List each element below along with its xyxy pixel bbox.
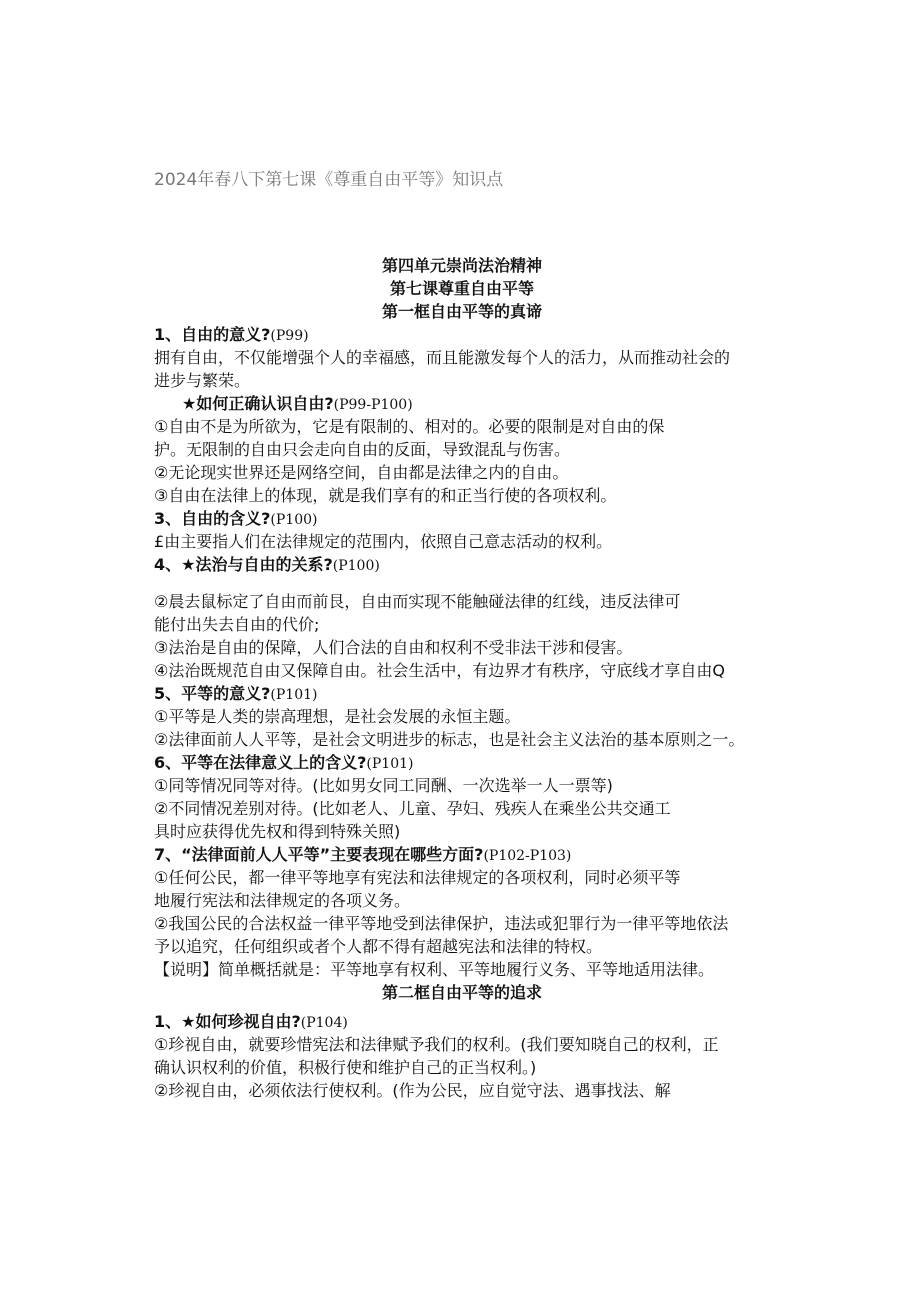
answer-line: ③法治是自由的保障，人们合法的自由和权利不受非法干涉和侵害。 [154,638,633,657]
lesson-heading: 第七课尊重自由平等 [389,279,534,298]
answer-line: ①同等情况同等对待。(比如男女同工同酬、一次选举一人一票等) [154,776,613,795]
answer-line: 能付出失去自由的代价; [154,615,320,634]
answer-line: 确认识权利的价值，积极行使和维护自己的正当权利。) [154,1058,537,1077]
frame1-heading: 第一框自由平等的真谛 [381,302,542,321]
answer-line: ①平等是人类的崇高理想，是社会发展的永恒主题。 [154,707,521,726]
question-heading: 3、自由的含义?(P100) [154,509,318,528]
question-heading: ★如何正确认识自由?(P99-P100) [182,394,413,413]
answer-line: 予以追究，任何组织或者个人都不得有超越宪法和法律的特权。 [154,937,603,956]
answer-line: ②晨去鼠标定了自由而前艮，自由而实现不能触碰法律的红线，违反法律可 [154,592,681,611]
answer-line: ②我国公民的合法权益一律平等地受到法律保护，违法或犯罪行为一律平等地依法 [154,914,729,933]
answer-line: ②不同情况差别对待。(比如老人、儿童、孕妇、残疾人在乘坐公共交通工 [154,799,671,818]
answer-line: ①任何公民，都一律平等地享有宪法和法律规定的各项权利，同时必须平等 [154,868,681,887]
spacer [154,576,770,590]
question-heading: 5、平等的意义?(P101) [154,684,318,703]
unit-heading: 第四单元崇尚法治精神 [381,256,542,275]
question-heading: 4、★法治与自由的关系?(P100) [154,555,380,574]
answer-line: ①自由不是为所欲为，它是有限制的、相对的。必要的限制是对自由的保 [154,417,665,436]
question-heading: 1、自由的意义?(P99) [154,325,309,344]
answer-line: 护。无限制的自由只会走向自由的反面，导致混乱与伤害。 [154,440,571,459]
question-heading: 6、平等在法律意义上的含义?(P101) [154,753,414,772]
answer-line: 地履行宪法和法律规定的各项义务。 [154,891,411,910]
frame2-heading: 第二框自由平等的追求 [381,983,542,1002]
answer-line: 进步与繁荣。 [154,371,251,390]
question-heading: 7、“法律面前人人平等”主要表现在哪些方面?(P102-P103) [154,845,572,864]
question-heading: 1、★如何珍视自由?(P104) [154,1012,348,1031]
answer-line: ②法律面前人人平等，是社会文明进步的标志，也是社会主义法治的基本原则之一。 [154,730,745,749]
answer-line: 拥有自由，不仅能增强个人的幸福感，而且能激发每个人的活力，从而推动社会的 [154,348,731,367]
answer-line: ②无论现实世界还是网络空间，自由都是法律之内的自由。 [154,463,569,482]
answer-line: ②珍视自由，必须依法行使权利。(作为公民，应自觉守法、遇事找法、解 [154,1081,671,1100]
answer-line: ①珍视自由，就要珍惜宪法和法律赋予我们的权利。(我们要知晓自己的权利，正 [154,1035,719,1054]
document-body [154,254,770,1102]
document-title: 2024年春八下第七课《尊重自由平等》知识点 [154,170,504,190]
answer-line: ③自由在法律上的体现，就是我们享有的和正当行使的各项权利。 [154,486,617,505]
note-line: 【说明】简单概括就是：平等地享有权利、平等地履行义务、平等地适用法律。 [154,960,715,979]
answer-line: 具时应获得优先权和得到特殊关照) [154,822,401,841]
answer-line: £由主要指人们在法律规定的范围内，依照自己意志活动的权利。 [154,532,613,551]
answer-line: ④法治既规范自由又保障自由。社会生活中，有边界才有秩序，守底线才享自由Q [154,661,725,680]
